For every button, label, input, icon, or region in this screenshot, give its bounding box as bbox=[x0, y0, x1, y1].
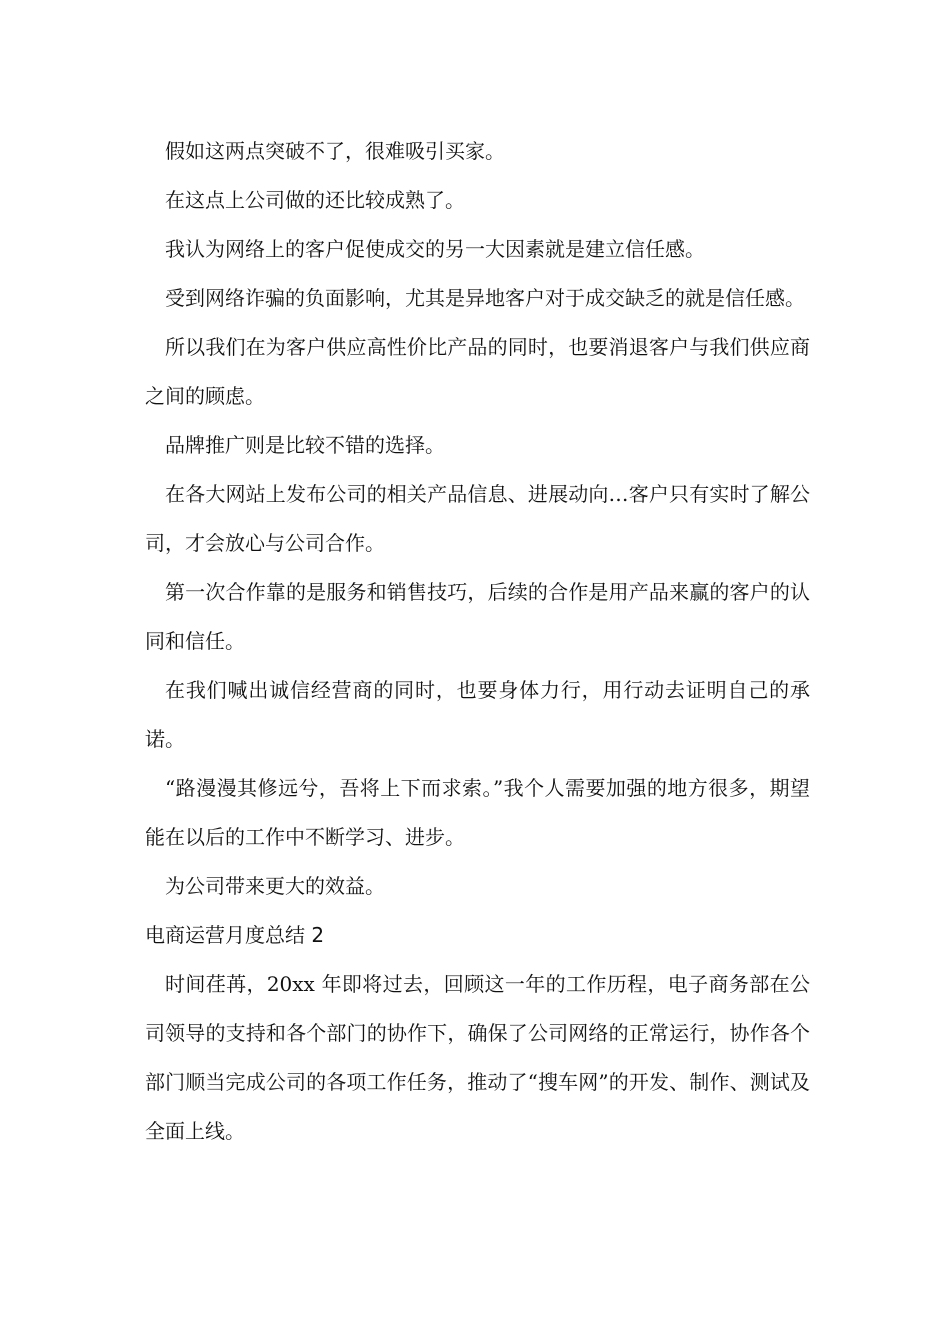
paragraph: 我认为网络上的客户促使成交的另一大因素就是建立信任感。 bbox=[165, 237, 705, 261]
paragraph: 在我们喊出诚信经营商的同时，也要身体力行，用行动去证明自己的承诺。 bbox=[145, 678, 810, 751]
paragraph: 时间荏苒，20xx 年即将过去，回顾这一年的工作历程，电子商务部在公司领导的支持和各个部门的协作下，确保了公司网络的正常运行，协作各个部门顺当完成公司的各项工作任务，推动了“搜车网”的开发、制作、测试及全面上线。 bbox=[145, 972, 810, 1143]
document-body bbox=[145, 127, 810, 1156]
paragraph: 品牌推广则是比较不错的选择。 bbox=[165, 433, 445, 457]
paragraph: 假如这两点突破不了，很难吸引买家。 bbox=[165, 139, 505, 163]
paragraph: 第一次合作靠的是服务和销售技巧，后续的合作是用产品来赢的客户的认同和信任。 bbox=[145, 580, 810, 653]
section-heading: 电商运营月度总结 2 bbox=[145, 923, 325, 947]
paragraph: 在这点上公司做的还比较成熟了。 bbox=[165, 188, 465, 212]
paragraph: 所以我们在为客户供应高性价比产品的同时，也要消退客户与我们供应商之间的顾虑。 bbox=[145, 335, 810, 408]
paragraph: “路漫漫其修远兮，吾将上下而求索。”我个人需要加强的地方很多，期望能在以后的工作中不断学习、进步。 bbox=[145, 776, 810, 849]
paragraph: 受到网络诈骗的负面影响，尤其是异地客户对于成交缺乏的就是信任感。 bbox=[165, 286, 805, 310]
paragraph: 为公司带来更大的效益。 bbox=[165, 874, 385, 898]
paragraph: 在各大网站上发布公司的相关产品信息、进展动向…客户只有实时了解公司，才会放心与公司合作。 bbox=[145, 482, 810, 555]
